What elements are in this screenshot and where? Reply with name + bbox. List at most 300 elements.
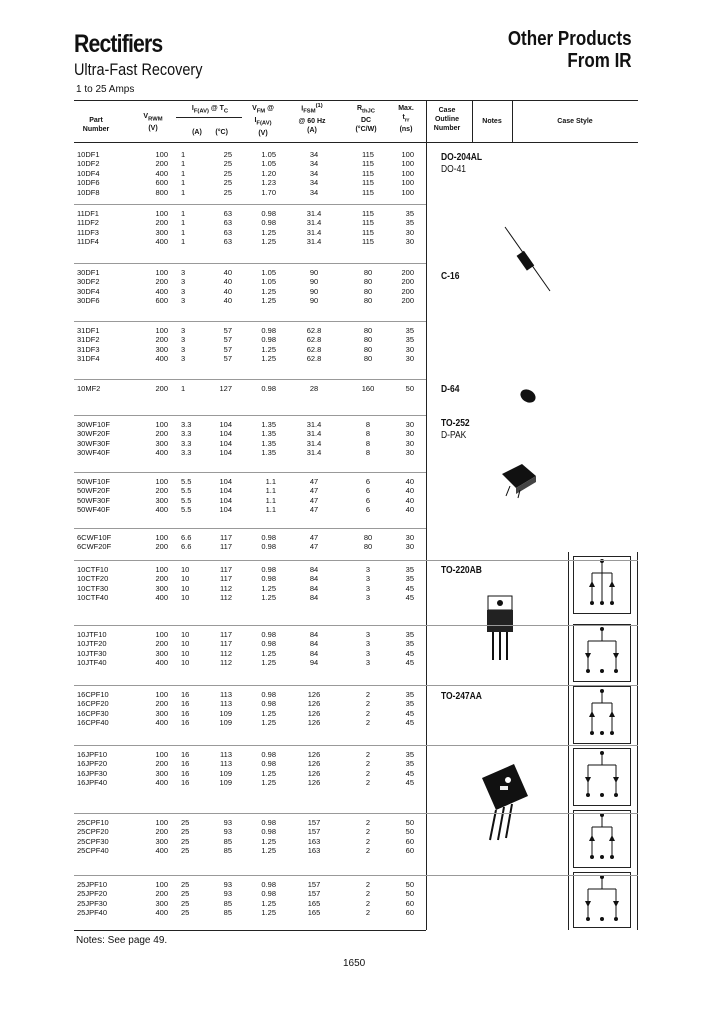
table-cell: 200 [401,277,414,287]
table-cell: 3 [181,354,186,364]
table-cell: 113 [220,690,232,699]
table-cell: 0.98 [261,889,276,899]
table-cell: 1.25 [261,768,276,778]
table-row [74,630,426,639]
table-cell: 50 [405,818,414,827]
case-to252: TO-252 D-PAK [441,418,470,441]
table-cell: 40 [405,486,414,496]
table-cell: 157 [307,818,321,827]
table-row [74,439,426,448]
table-cell: 16JPF40 [77,778,108,788]
table-cell: 163 [307,836,321,846]
table-cell: 300 [155,344,168,354]
table-cell: 11DF2 [77,218,99,228]
part-group [74,750,426,788]
table-cell: 300 [155,438,168,448]
table-cell: 1.05 [261,277,276,287]
table-cell: 47 [309,486,319,496]
table-cell: 10JTF10 [77,630,107,639]
table-cell: 115 [362,218,374,228]
table-cell: 1.1 [265,495,276,505]
group-separator [74,379,426,380]
table-cell: 10JTF40 [77,658,107,668]
table-cell: 45 [405,583,414,593]
table-cell: 25 [181,889,190,899]
rule-notes-left [472,100,473,142]
table-cell: 104 [219,448,232,458]
table-cell: 62.8 [306,354,322,364]
case-c16: C-16 [441,271,460,282]
table-cell: 3 [181,335,186,345]
table-cell: 35 [405,326,414,335]
table-cell: 400 [155,168,168,178]
table-cell: 16JPF30 [77,768,108,778]
table-row [74,778,426,787]
table-cell: 0.98 [261,699,276,709]
table-cell: 10 [181,648,190,658]
table-cell: 200 [155,277,168,287]
table-cell: 35 [405,218,414,228]
table-row [74,759,426,768]
table-cell: 200 [155,486,168,496]
table-cell: 1 [181,218,186,228]
table-cell: 10DF2 [77,159,100,169]
table-cell: 3.3 [181,438,192,448]
table-cell: 1.25 [261,658,276,668]
table-cell: 113 [220,699,232,709]
table-cell: 1.25 [261,354,276,364]
group-separator [74,415,426,416]
table-cell: 127 [219,384,232,393]
table-cell: 45 [405,658,414,668]
table-cell: 109 [219,718,232,728]
table-cell: 84 [309,583,319,593]
table-cell: 40 [405,505,414,515]
table-cell: 3.3 [181,420,192,429]
table-cell: 34 [309,178,319,188]
table-cell: 109 [219,778,232,788]
table-cell: 60 [405,908,414,918]
table-cell: 84 [309,648,319,658]
table-cell: 1.23 [261,178,276,188]
table-cell: 62.8 [306,326,322,335]
current-range: 1 to 25 Amps [76,84,135,95]
table-cell: 63 [223,209,232,218]
table-cell: 25JPF30 [77,898,108,908]
table-cell: 1.25 [261,708,276,718]
table-cell: 30 [405,227,414,237]
table-row [74,326,426,335]
table-cell: 16 [181,768,190,778]
table-cell: 0.98 [261,759,276,769]
table-cell: 50WF20F [77,486,110,496]
table-cell: 126 [307,768,321,778]
table-cell: 117 [220,565,232,574]
group-separator [74,813,638,814]
table-cell: 85 [223,836,232,846]
table-cell: 45 [405,718,414,728]
table-cell: 30 [405,448,414,458]
table-cell: 100 [401,168,414,178]
table-cell: 3 [365,639,371,649]
col-notes: Notes [482,118,502,125]
table-cell: 100 [155,533,168,542]
table-cell: 126 [307,690,321,699]
table-cell: 57 [223,354,232,364]
table-cell: 165 [307,908,321,918]
table-cell: 0.98 [261,827,276,837]
table-cell: 35 [405,699,414,709]
table-cell: 6CWF20F [77,542,112,552]
table-cell: 600 [155,178,168,188]
table-cell: 1 [181,209,186,218]
table-row [74,218,426,227]
table-cell: 200 [155,218,168,228]
table-cell: 25 [223,187,232,197]
table-row [74,287,426,296]
table-cell: 0.98 [261,690,276,699]
table-cell: 16CPF20 [77,699,109,709]
table-cell: 25 [223,178,232,188]
table-cell: 1.25 [261,583,276,593]
table-cell: 112 [220,648,232,658]
table-cell: 115 [362,178,374,188]
table-row [74,159,426,168]
table-cell: 200 [155,542,168,552]
table-cell: 0.98 [261,565,276,574]
table-cell: 31.4 [306,218,322,228]
table-cell: 163 [307,846,321,856]
table-cell: 35 [405,574,414,584]
table-cell: 10DF1 [77,150,100,159]
table-cell: 47 [309,533,319,542]
table-cell: 400 [155,593,168,603]
table-row [74,889,426,898]
dpak-package-drawing [496,460,540,500]
col-case-outline: Case Outline Number [433,107,461,132]
part-group [74,630,426,668]
table-cell: 16 [181,699,190,709]
table-cell: 104 [219,420,232,429]
table-cell: 1 [181,178,186,188]
table-cell: 93 [223,827,232,837]
table-cell: 2 [365,827,371,837]
table-cell: 300 [155,708,168,718]
group-separator [74,560,638,561]
table-cell: 11DF3 [77,227,99,237]
table-cell: 6 [365,495,371,505]
table-cell: 0.98 [261,639,276,649]
table-cell: 100 [155,420,168,429]
table-cell: 50 [405,384,414,393]
table-cell: 1.05 [261,150,276,159]
table-cell: 90 [309,296,319,306]
table-cell: 10JTF20 [77,639,107,649]
table-cell: 2 [365,750,371,759]
table-row [74,384,426,393]
table-cell: 0.98 [261,818,276,827]
table-cell: 30WF40F [77,448,110,458]
table-cell: 1.25 [261,227,276,237]
part-group [74,268,426,306]
table-cell: 16 [181,690,190,699]
case-to247aa: TO-247AA [441,691,482,702]
table-row [74,188,426,197]
table-cell: 16JPF10 [77,750,108,759]
table-cell: 1 [181,237,186,247]
table-cell: 109 [219,708,232,718]
rule-schematic-right [637,552,638,930]
table-cell: 100 [155,630,168,639]
to247-package-drawing [470,756,540,846]
part-group [74,818,426,856]
table-cell: 2 [365,889,371,899]
table-cell: 117 [220,574,232,584]
table-cell: 35 [405,335,414,345]
table-cell: 45 [405,648,414,658]
schematic-common-anode-1 [573,624,631,682]
table-cell: 2 [365,836,371,846]
table-cell: 85 [223,846,232,856]
table-cell: 28 [309,384,319,393]
table-cell: 115 [362,227,374,237]
table-cell: 100 [155,268,168,277]
table-cell: 157 [307,889,321,899]
table-cell: 3 [181,277,186,287]
table-cell: 16CPF30 [77,708,109,718]
table-row [74,899,426,908]
table-cell: 80 [363,542,373,552]
table-cell: 57 [223,326,232,335]
table-cell: 16CPF10 [77,690,109,699]
table-cell: 100 [155,477,168,486]
table-cell: 117 [220,630,232,639]
part-group [74,326,426,364]
table-cell: 31.4 [306,438,322,448]
table-cell: 1 [181,187,186,197]
table-cell: 100 [155,209,168,218]
table-row [74,709,426,718]
table-cell: 126 [307,759,321,769]
table-cell: 63 [223,227,232,237]
table-cell: 45 [405,778,414,788]
table-cell: 50 [405,880,414,889]
table-cell: 85 [223,908,232,918]
table-cell: 104 [219,438,232,448]
table-cell: 16CPF40 [77,718,109,728]
col-part-number: Part Number [82,117,110,133]
group-separator [74,685,638,686]
table-cell: 3 [365,593,371,603]
table-cell: 5.5 [181,477,192,486]
table-cell: 62.8 [306,335,322,345]
table-cell: 400 [155,846,168,856]
table-row [74,178,426,187]
table-cell: 104 [219,429,232,439]
table-cell: 2 [365,818,371,827]
table-cell: 1 [181,159,186,169]
table-cell: 200 [155,574,168,584]
table-cell: 6 [365,477,371,486]
table-cell: 100 [401,159,414,169]
table-cell: 90 [309,268,319,277]
table-cell: 25CPF10 [77,818,109,827]
schematic-common-cathode-3 [573,810,631,868]
table-cell: 3 [181,286,186,296]
table-cell: 1.25 [261,898,276,908]
table-cell: 300 [155,768,168,778]
table-cell: 0.98 [261,880,276,889]
part-group [74,880,426,918]
table-cell: 200 [155,429,168,439]
table-cell: 0.98 [261,574,276,584]
table-cell: 40 [223,277,232,287]
table-row [74,837,426,846]
axial-diode-drawing [500,225,560,295]
table-cell: 5.5 [181,495,192,505]
part-group [74,565,426,603]
table-cell: 25 [181,846,190,856]
table-cell: 2 [365,699,371,709]
table-cell: 117 [220,639,232,649]
table-cell: 31DF4 [77,354,100,364]
table-cell: 35 [405,209,414,218]
table-cell: 100 [155,690,168,699]
table-cell: 80 [363,286,373,296]
part-group [74,477,426,515]
d64-package-drawing [516,386,540,406]
table-cell: 40 [223,268,232,277]
table-cell: 25 [223,150,232,159]
table-cell: 35 [405,759,414,769]
table-cell: 165 [307,898,321,908]
table-row [74,429,426,438]
table-cell: 45 [405,593,414,603]
table-cell: 200 [155,699,168,709]
case-do204al: DO-204AL DO-41 [441,152,483,175]
table-cell: 100 [155,150,168,159]
table-cell: 31.4 [306,227,322,237]
table-cell: 84 [309,639,319,649]
table-cell: 109 [219,768,232,778]
table-row [74,277,426,286]
table-row [74,908,426,917]
table-cell: 6 [365,486,371,496]
group-separator [74,204,426,205]
table-cell: 200 [401,296,414,306]
table-cell: 1.25 [261,846,276,856]
table-cell: 3.3 [181,429,192,439]
table-cell: 25 [181,818,190,827]
table-cell: 8 [365,448,371,458]
table-cell: 2 [365,718,371,728]
table-row [74,593,426,602]
table-cell: 80 [363,344,373,354]
table-row [74,827,426,836]
table-cell: 10 [181,658,190,668]
table-cell: 3 [365,630,371,639]
table-cell: 63 [223,237,232,247]
table-cell: 3 [365,565,371,574]
table-row [74,639,426,648]
page-subtitle: Ultra-Fast Recovery [74,60,203,79]
table-cell: 112 [220,658,232,668]
table-cell: 113 [220,750,232,759]
group-separator [74,472,426,473]
table-cell: 80 [363,268,373,277]
table-cell: 84 [309,565,319,574]
table-cell: 3 [365,574,371,584]
table-cell: 30WF20F [77,429,110,439]
table-cell: 10 [181,593,190,603]
table-cell: 30 [405,237,414,247]
table-cell: 30 [405,438,414,448]
table-cell: 0.98 [261,218,276,228]
table-cell: 84 [309,593,319,603]
table-cell: 8 [365,429,371,439]
table-cell: 10DF4 [77,168,100,178]
part-group [74,150,426,197]
table-cell: 1.35 [261,420,276,429]
table-cell: 50 [405,889,414,899]
table-cell: 93 [223,880,232,889]
table-cell: 104 [219,477,232,486]
other-products-line1: Other Products [508,28,632,50]
group-separator [74,528,426,529]
to220-package-drawing [480,592,520,664]
table-cell: 400 [155,448,168,458]
table-cell: 11DF1 [77,209,99,218]
table-cell: 126 [307,699,321,709]
table-cell: 30DF4 [77,286,100,296]
col-ifav: $I_{F(AV)}$ @ $T_C$ (A) (°C) [191,105,229,137]
table-cell: 10CTF30 [77,583,109,593]
table-cell: 400 [155,505,168,515]
table-cell: 16 [181,750,190,759]
table-cell: 126 [307,718,321,728]
table-cell: 40 [405,477,414,486]
table-cell: 300 [155,227,168,237]
table-row [74,354,426,363]
table-cell: 16 [181,759,190,769]
table-cell: 35 [405,565,414,574]
table-cell: 25JPF40 [77,908,108,918]
table-cell: 113 [220,759,232,769]
table-row [74,649,426,658]
table-cell: 2 [365,846,371,856]
table-cell: 200 [155,889,168,899]
footnote: Notes: See page 49. [76,935,168,946]
table-cell: 80 [363,277,373,287]
table-cell: 300 [155,495,168,505]
table-cell: 25 [181,908,190,918]
table-cell: 0.98 [261,630,276,639]
table-cell: 0.98 [261,384,276,393]
table-cell: 6.6 [181,533,192,542]
table-cell: 84 [309,574,319,584]
table-cell: 200 [155,335,168,345]
table-cell: 2 [365,690,371,699]
table-cell: 35 [405,750,414,759]
table-cell: 1.25 [261,344,276,354]
table-row [74,565,426,574]
table-row [74,505,426,514]
table-cell: 1.35 [261,448,276,458]
table-cell: 10DF8 [77,187,100,197]
table-row [74,718,426,727]
table-cell: 1.25 [261,296,276,306]
table-cell: 160 [361,384,375,393]
